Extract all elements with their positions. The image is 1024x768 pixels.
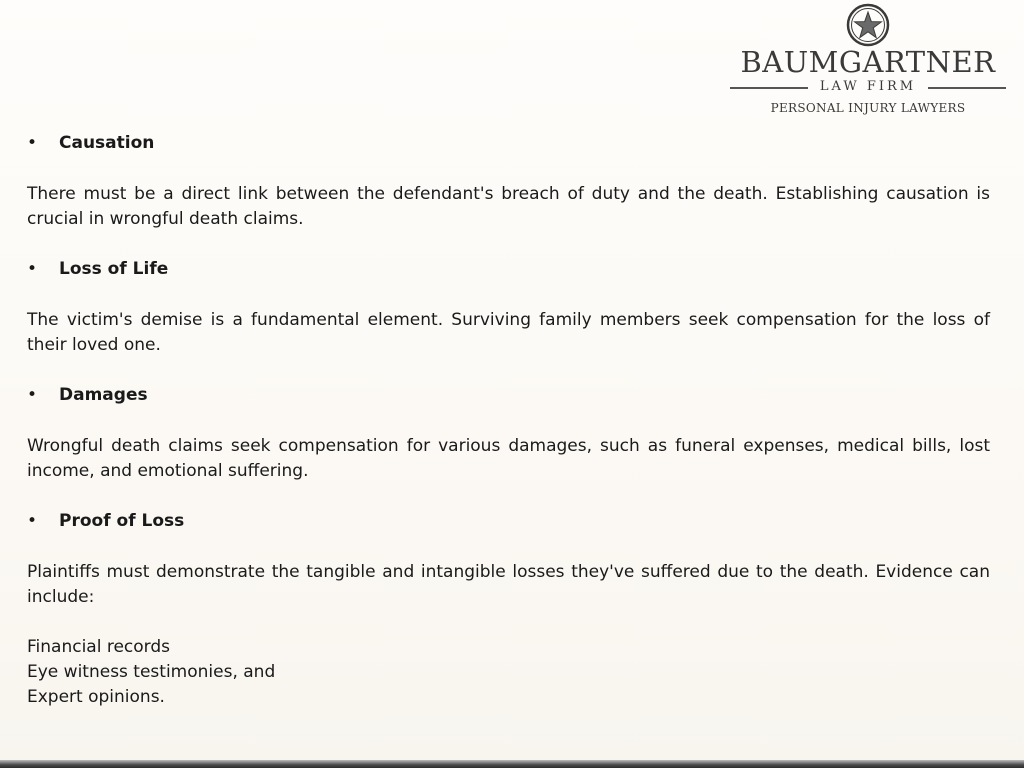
bullet-marker: • <box>27 133 38 153</box>
section-heading <box>27 257 990 282</box>
firm-logo <box>724 2 1012 120</box>
logo-firm-name: BAUMGARTNER <box>740 45 996 79</box>
logo-tagline: PERSONAL INJURY LAWYERS <box>770 101 966 115</box>
logo-rule-right <box>928 87 1006 89</box>
bottom-shadow-bar <box>0 760 1024 768</box>
section-paragraph: The victim's demise is a fundamental element. Surviving family members seek compensation for the loss of their loved one. <box>27 310 990 355</box>
bullet-marker: • <box>27 511 38 531</box>
section-paragraph: Plaintiffs must demonstrate the tangible and intangible losses they've suffered due to the death. Evidence can include: <box>27 562 990 607</box>
evidence-item: Financial records <box>27 637 171 657</box>
section-title: Loss of Life <box>59 259 169 279</box>
bullet-marker: • <box>27 385 38 405</box>
section-title: Proof of Loss <box>59 511 185 531</box>
section-heading <box>27 509 990 534</box>
section-title: Damages <box>59 385 148 405</box>
section-title: Causation <box>59 133 155 153</box>
star-emblem-icon <box>845 2 891 48</box>
logo-subtitle: LAW FIRM <box>819 79 917 94</box>
evidence-item: Eye witness testimonies, and <box>27 662 276 682</box>
section-paragraph: There must be a direct link between the defendant's breach of duty and the death. Establishing causation is crucial in wrongful death claims. <box>27 184 990 229</box>
section-heading <box>27 131 990 156</box>
bullet-marker: • <box>27 259 38 279</box>
logo-rule-left <box>730 87 808 89</box>
slide-content <box>27 131 990 710</box>
section-paragraph: Wrongful death claims seek compensation for various damages, such as funeral expenses, medical bills, lost income, and emotional suffering. <box>27 436 990 481</box>
evidence-item: Expert opinions. <box>27 687 165 707</box>
section-heading <box>27 383 990 408</box>
logo-subtitle-row <box>724 78 1012 96</box>
